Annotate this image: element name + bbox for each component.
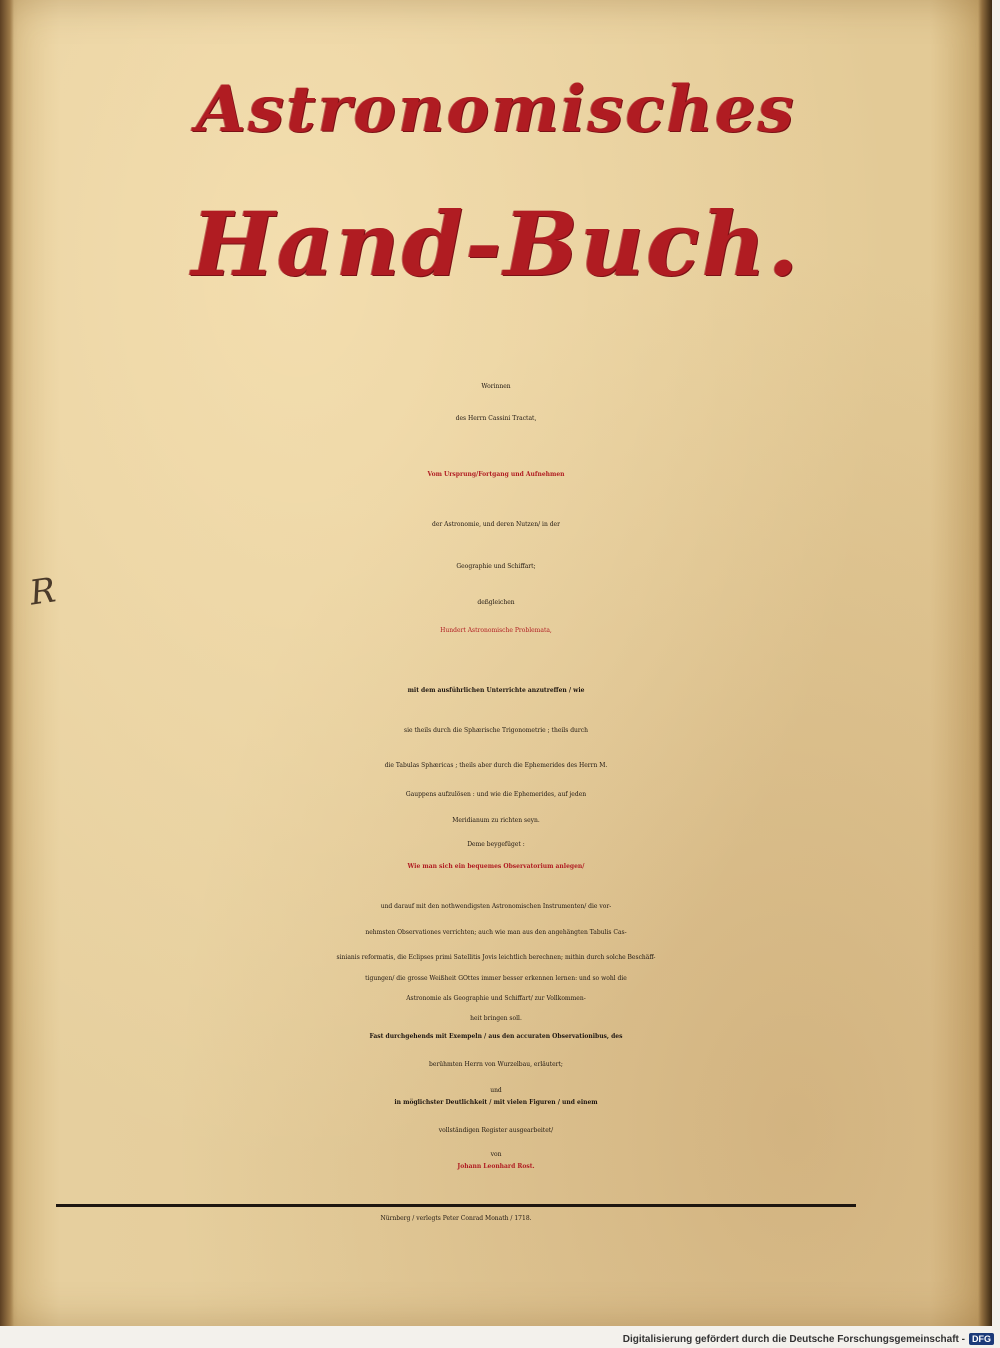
text-cassini: des Herrn Cassini Tractat, [455, 415, 537, 422]
title-line-2: Hand-Buch. [191, 192, 801, 296]
text-fast: Fast durchgehends mit Exempeln / aus den accuraten Observationibus, des [369, 1033, 623, 1040]
dfg-logo: DFG [969, 1333, 994, 1345]
text-sinianis: sinianis reformatis, die Eclipses primi Satellitis Jovis leichtlich berechnen; mithin durch solche Beschäff- [336, 954, 656, 961]
text-desgleichen: deßgleichen [477, 599, 515, 606]
text-und: und [490, 1087, 502, 1094]
text-beruehmten: berühmten Herrn von Wurzelbau, erläutert; [429, 1061, 563, 1068]
text-tigungen: tigungen/ die grosse Weißheit GOttes immer besser erkennen lernen: und so wohl die [365, 975, 627, 982]
text-meridianum: Meridianum zu richten seyn. [452, 817, 540, 824]
text-sie-theils: sie theils durch die Sphærische Trigonometrie ; theils durch [403, 727, 589, 734]
credit-text: Digitalisierung gefördert durch die Deutsche Forschungsgemeinschaft - [622, 1333, 965, 1345]
digitization-credit [623, 1333, 994, 1345]
imprint-line: Nürnberg / verlegts Peter Conrad Monath / 1718. [380, 1215, 532, 1222]
text-und-darauf: und darauf mit den nothwendigsten Astronomischen Instrumenten/ die vor- [380, 903, 612, 910]
text-worinnen: Worinnen [481, 383, 511, 390]
text-ursprung: Vom Ursprung/Fortgang und Aufnehmen [427, 471, 565, 478]
author-name: Johann Leonhard Rost. [457, 1163, 535, 1170]
text-astronomie: der Astronomie, und deren Nutzen/ in der [432, 521, 560, 528]
text-astronomie-als: Astronomie als Geographie und Schiffart/ zur Vollkommen- [406, 995, 586, 1002]
text-geographie: Geographie und Schiffart; [456, 563, 536, 570]
margin-annotation: R [27, 570, 59, 614]
text-nehmsten: nehmsten Observationes verrichten; auch wie man aus den angehängten Tabulis Cas- [365, 929, 627, 936]
text-hundert: Hundert Astronomische Problemata, [440, 627, 552, 634]
text-tabulas: die Tabulas Sphæricas ; theils aber durch die Ephemerides des Herrn M. [384, 762, 608, 769]
title-line-1: Astronomisches [196, 72, 796, 147]
imprint-rule [56, 1204, 856, 1207]
text-wie-man: Wie man sich ein bequemes Observatorium anlegen/ [407, 863, 585, 870]
text-moeglichster: in möglichster Deutlichkeit / mit vielen Figuren / und einem [394, 1099, 598, 1106]
text-gauppens: Gauppens aufzulösen : und wie die Ephemerides, auf jeden [405, 791, 587, 798]
text-mit-dem: mit dem ausführlichen Unterrichte anzutreffen / wie [407, 687, 585, 694]
text-vollstaendigen: vollständigen Register ausgearbeitet/ [438, 1127, 554, 1134]
text-von: von [490, 1151, 502, 1158]
text-deme: Deme beygefüget : [467, 841, 525, 848]
text-heit: heit bringen soll. [470, 1015, 522, 1022]
